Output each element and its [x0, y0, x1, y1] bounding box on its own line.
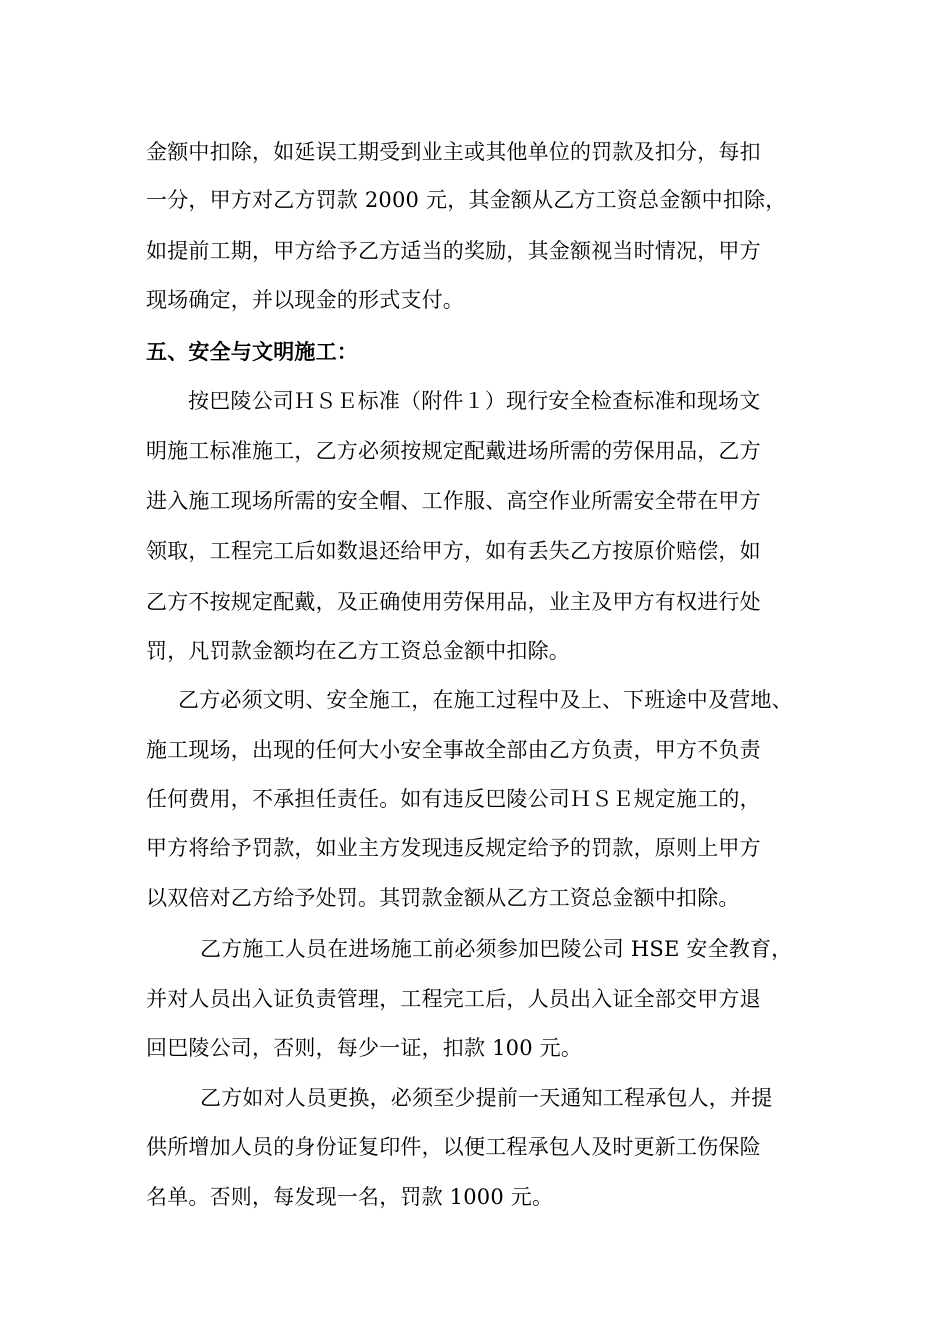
text-line: 供所增加人员的身份证复印件，以便工程承包人及时更新工伤保险 — [146, 1135, 761, 1159]
paragraph-first-line: 乙方如对人员更换，必须至少提前一天通知工程承包人，并提 — [200, 1086, 773, 1110]
text-line: 以双倍对乙方给予处罚。其罚款金额从乙方工资总金额中扣除。 — [146, 886, 740, 910]
text-line: 任何费用，不承担任责任。如有违反巴陵公司ＨＳＥ规定施工的， — [146, 787, 761, 811]
text-line: 金额中扣除，如延误工期受到业主或其他单位的罚款及扣分，每扣 — [146, 140, 761, 164]
paragraph-first-line: 乙方必须文明、安全施工，在施工过程中及上、下班途中及营地、 — [178, 688, 793, 712]
paragraph-first-line: 乙方施工人员在进场施工前必须参加巴陵公司 HSE 安全教育， — [200, 937, 793, 961]
text-line: 现场确定，并以现金的形式支付。 — [146, 288, 464, 312]
text-line: 一分，甲方对乙方罚款 2000 元，其金额从乙方工资总金额中扣除， — [146, 188, 787, 212]
text-line: 乙方不按规定配戴，及正确使用劳保用品，业主及甲方有权进行处 — [146, 590, 761, 614]
text-line: 名单。否则，每发现一名，罚款 1000 元。 — [146, 1185, 554, 1209]
paragraph-first-line: 按巴陵公司ＨＳＥ标准（附件１）现行安全检查标准和现场文 — [188, 389, 761, 413]
text-line: 施工现场，出现的任何大小安全事故全部由乙方负责，甲方不负责 — [146, 738, 761, 762]
text-line: 罚，凡罚款金额均在乙方工资总金额中扣除。 — [146, 639, 570, 663]
text-line: 领取，工程完工后如数退还给甲方，如有丢失乙方按原价赔偿，如 — [146, 539, 761, 563]
text-line: 如提前工期，甲方给予乙方适当的奖励，其金额视当时情况，甲方 — [146, 239, 761, 263]
text-line: 明施工标准施工，乙方必须按规定配戴进场所需的劳保用品，乙方 — [146, 439, 761, 463]
text-line: 进入施工现场所需的安全帽、工作服、高空作业所需安全带在甲方 — [146, 489, 761, 513]
section-heading: 五、安全与文明施工： — [146, 340, 358, 364]
text-line: 甲方将给予罚款，如业主方发现违反规定给予的罚款，原则上甲方 — [146, 836, 761, 860]
text-line: 并对人员出入证负责管理，工程完工后，人员出入证全部交甲方退 — [146, 987, 761, 1011]
text-line: 回巴陵公司，否则，每少一证，扣款 100 元。 — [146, 1036, 583, 1060]
